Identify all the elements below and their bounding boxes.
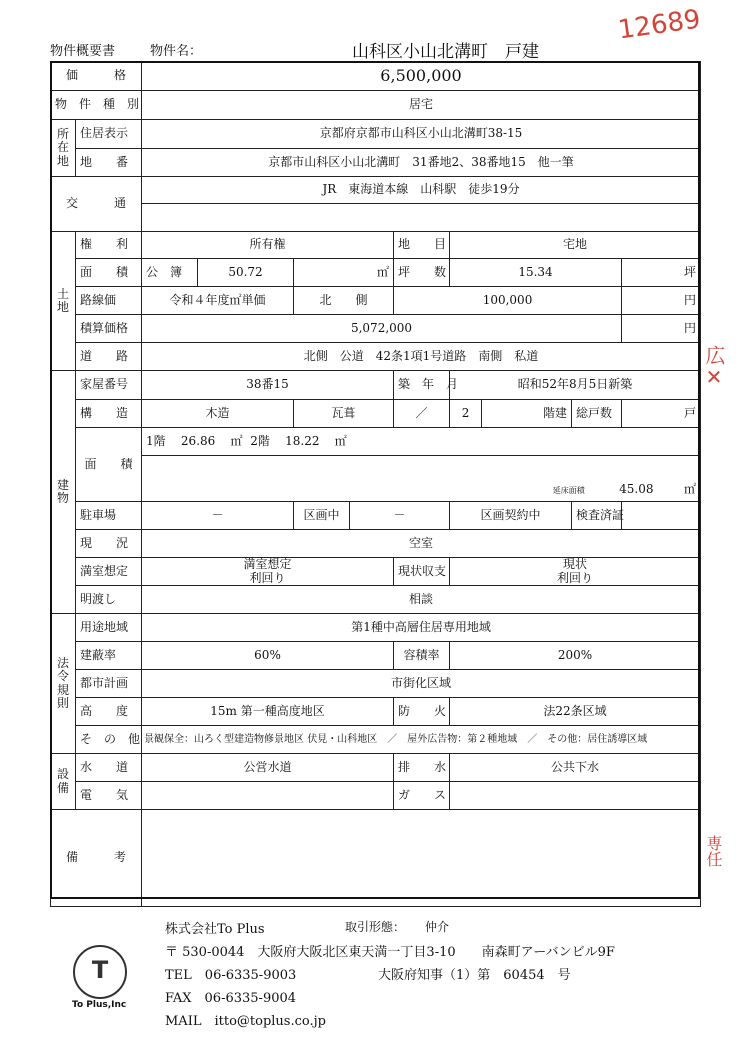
price-label: 価 格 <box>51 62 142 91</box>
water-value: 公営水道 <box>142 754 394 782</box>
floors-value: 2 <box>450 400 482 428</box>
parking-value: － <box>142 502 294 530</box>
calc-price-yen: 円 <box>622 315 701 343</box>
road-price-yen: 円 <box>622 287 701 315</box>
floor1-value: 26.86 <box>180 433 216 448</box>
facility-group-label: 設備 <box>51 754 76 810</box>
company-mail[interactable]: MAIL itto@toplus.co.jp <box>165 1014 326 1029</box>
handwritten-id: 12689 <box>616 4 703 46</box>
handover-label: 明渡し <box>76 586 142 614</box>
calc-price-label: 積算価格 <box>76 315 142 343</box>
handover-value: 相談 <box>142 586 701 614</box>
house-no-value: 38番15 <box>142 371 394 400</box>
building-area-label: 面 積 <box>76 428 142 502</box>
drain-value: 公共下水 <box>450 754 701 782</box>
traffic-value: JR 東海道本線 山科駅 徒歩19分 <box>142 177 701 204</box>
units-label: 総戸数 <box>572 400 622 428</box>
license-number: 大阪府知事（1）第 60454 号 <box>378 968 571 983</box>
handwritten-mark-2: 専任 <box>704 835 723 867</box>
full-occupancy-label: 満室想定 <box>76 558 142 586</box>
doc-label: 物件概要書 <box>50 44 116 59</box>
road-price-value: 100,000 <box>394 287 622 315</box>
other-value: 景観保全：山ろく型建造物修景地区 伏見・山科地区 ／ 屋外広告物：第２種地域 ／ その他：居住誘導区域 <box>142 726 701 754</box>
floor2-value: 18.22 <box>285 433 320 448</box>
cur-note-1: 現状 <box>563 557 588 572</box>
far-label: 容積率 <box>394 642 450 670</box>
type-label: 物 件 種 別 <box>51 91 142 120</box>
road-value: 北側 公道 42条1項1号道路 南側 私道 <box>142 343 701 371</box>
fire-value: 法22条区域 <box>450 698 701 726</box>
building-group-label: 建物 <box>51 371 76 614</box>
floor1-label: 1階 <box>146 433 166 448</box>
floor-areas <box>142 428 701 456</box>
remarks-label: 備 考 <box>51 810 142 907</box>
property-summary-table <box>50 61 701 907</box>
struct-material: 木造 <box>142 400 294 428</box>
bcr-value: 60% <box>142 642 394 670</box>
category-value: 宅地 <box>450 232 701 259</box>
current-income-note <box>450 558 701 586</box>
name-label: 物件名： <box>150 44 203 59</box>
gas-label: ガ ス <box>394 782 450 810</box>
deal-label: 取引形態： <box>345 920 406 934</box>
deal-value: 仲介 <box>425 920 450 934</box>
land-group-label: 土地 <box>51 232 76 371</box>
built-label: 築 年 月 <box>394 371 450 400</box>
tsubo-label: 坪 数 <box>394 259 450 287</box>
address-value: 京都府京都市山科区小山北溝町38-15 <box>142 120 701 149</box>
road-label: 道 路 <box>76 343 142 371</box>
cur-note-2: 利回り <box>557 570 594 585</box>
height-label: 高 度 <box>76 698 142 726</box>
company-logo-icon <box>73 945 127 999</box>
tsubo-value: 15.34 <box>450 259 622 287</box>
company-tel: TEL 06-6335-9003 <box>165 968 297 983</box>
land-area-label: 面 積 <box>76 259 142 287</box>
floor2-label: 2階 <box>250 433 270 448</box>
struct-slash: ／ <box>394 400 450 428</box>
parking-label: 駐車場 <box>76 502 142 530</box>
units-unit: 戸 <box>622 400 701 428</box>
contract-label: 区画契約中 <box>450 502 572 530</box>
full-note-1: 満室想定 <box>243 557 292 572</box>
lot-value: 京都市山科区小山北溝町 31番地2、38番地15 他一筆 <box>142 149 701 177</box>
company-fax: FAX 06-6335-9004 <box>165 991 297 1006</box>
logo-mark: T <box>91 956 109 984</box>
road-price-desc: 令和４年度㎡単価 <box>142 287 294 315</box>
handwritten-mark-1: 広✕ <box>702 345 726 389</box>
other-label: そ の 他 <box>76 726 142 754</box>
contract-value: － <box>350 502 450 530</box>
fire-label: 防 火 <box>394 698 450 726</box>
far-value: 200% <box>450 642 701 670</box>
land-area-value: 50.72 <box>198 259 294 287</box>
total-area-value: 45.08 <box>619 481 654 496</box>
drain-label: 排 水 <box>394 754 450 782</box>
calc-price-value: 5,072,000 <box>142 315 622 343</box>
floors-label: 階建 <box>482 400 572 428</box>
traffic-label: 交 通 <box>51 177 142 232</box>
floor1-unit: ㎡ <box>230 433 243 448</box>
city-plan-value: 市街化区域 <box>142 670 701 698</box>
built-value: 昭和52年8月5日新築 <box>450 371 701 400</box>
area-kind: 公 簿 <box>142 259 198 287</box>
struct-roof: 瓦葺 <box>294 400 394 428</box>
property-name: 山科区小山北溝町 戸建 <box>352 42 539 62</box>
rights-value: 所有権 <box>142 232 394 259</box>
rights-label: 権 利 <box>76 232 142 259</box>
total-area-label: 延床面積 <box>552 485 585 495</box>
height-value: 15m 第一種高度地区 <box>142 698 394 726</box>
tsubo-unit: 坪 <box>622 259 701 287</box>
total-area-unit: ㎡ <box>684 481 697 496</box>
type-value: 居宅 <box>142 91 701 120</box>
address-label: 住居表示 <box>76 120 142 149</box>
road-price-side: 北 側 <box>294 287 394 315</box>
floor2-unit: ㎡ <box>334 433 347 448</box>
lot-label: 地 番 <box>76 149 142 177</box>
zone-label: 区画中 <box>294 502 350 530</box>
house-no-label: 家屋番号 <box>76 371 142 400</box>
struct-label: 構 造 <box>76 400 142 428</box>
water-label: 水 道 <box>76 754 142 782</box>
use-zone-value: 第1種中高層住居専用地域 <box>142 614 701 642</box>
use-zone-label: 用途地域 <box>76 614 142 642</box>
company-name: 株式会社To Plus <box>165 922 265 937</box>
status-value: 空室 <box>142 530 701 558</box>
elec-label: 電 気 <box>76 782 142 810</box>
bcr-label: 建蔽率 <box>76 642 142 670</box>
land-area-unit: ㎡ <box>294 259 394 287</box>
location-group-label: 所在地 <box>51 120 76 177</box>
income-label: 現状収支 <box>394 558 450 586</box>
road-price-label: 路線価 <box>76 287 142 315</box>
logo-text: To Plus,Inc <box>72 1000 127 1010</box>
city-plan-label: 都市計画 <box>76 670 142 698</box>
law-group-label: 法令規則 <box>51 614 76 754</box>
full-occupancy-note <box>142 558 394 586</box>
company-address: 〒 530-0044 大阪府大阪北区東天満一丁目3-10 南森町アーバンビル9F <box>165 945 615 960</box>
inspect-label: 検査済証 <box>572 502 622 530</box>
status-label: 現 況 <box>76 530 142 558</box>
full-note-2: 利回り <box>249 570 286 585</box>
price-value: 6,500,000 <box>142 62 701 91</box>
category-label: 地 目 <box>394 232 450 259</box>
